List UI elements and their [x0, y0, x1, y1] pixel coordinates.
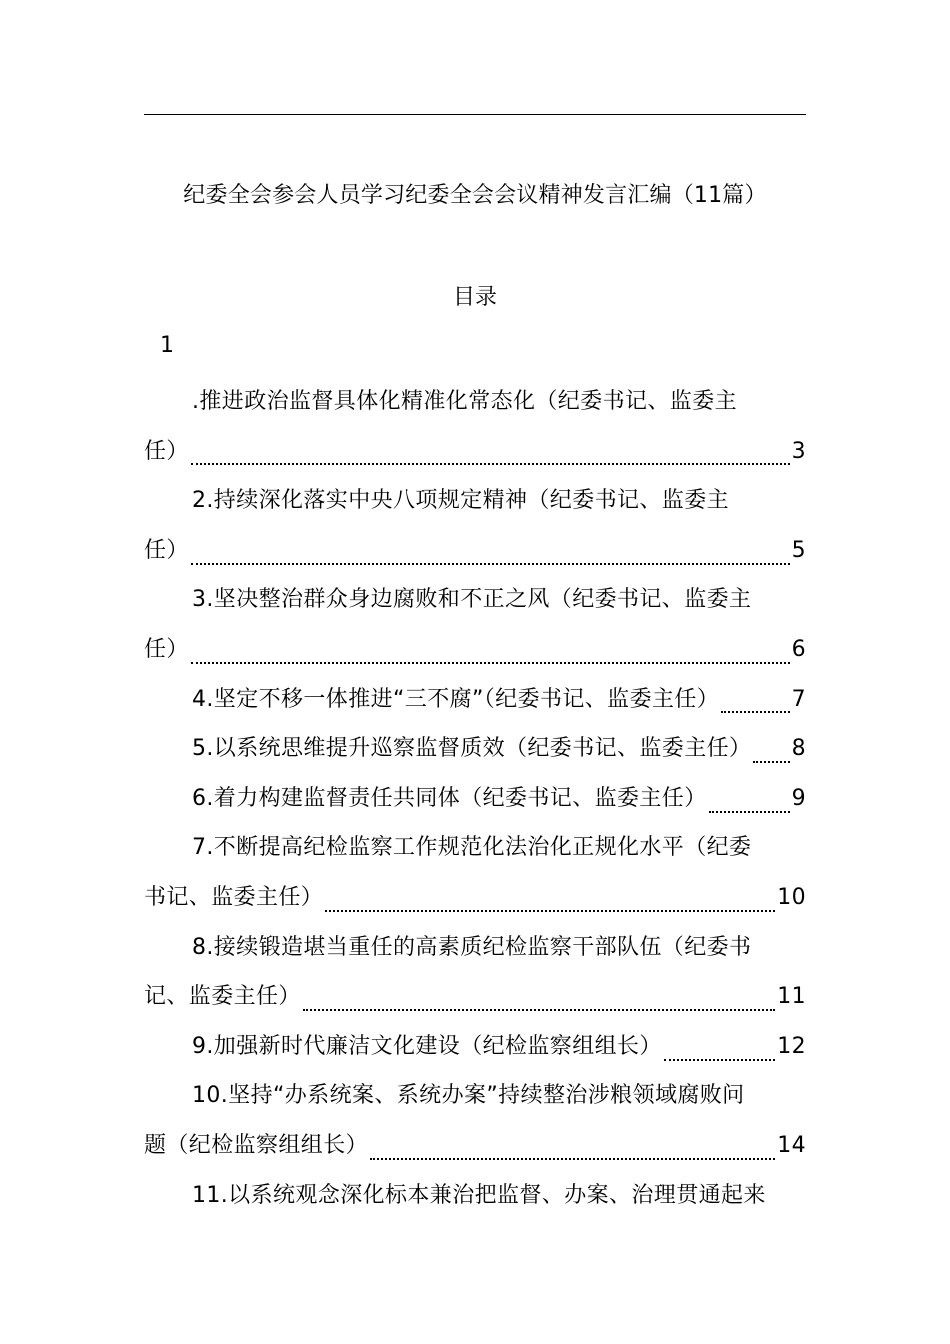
toc-entry-3-line2[interactable] [144, 625, 806, 675]
toc-entry-9-page: 12 [777, 1033, 806, 1059]
dot-leader [709, 793, 790, 813]
toc-entry-8-title: 8.接续锻造堪当重任的高素质纪检监察干部队伍（纪委书 [192, 934, 752, 960]
document-title: 纪委全会参会人员学习纪委全会会议精神发言汇编（11篇） [183, 183, 767, 208]
toc-entry-7-title: 7.不断提高纪检监察工作规范化法治化正规化水平（纪委 [192, 835, 752, 861]
toc-entry-8-line2[interactable] [144, 972, 806, 1022]
toc-entry-10-line1[interactable] [144, 1071, 806, 1121]
dot-leader [370, 1140, 775, 1160]
toc-entry-11-title: 11.以系统观念深化标本兼治把监督、办案、治理贯通起来 [192, 1182, 766, 1208]
dot-leader [191, 644, 790, 664]
toc-entry-8-line1[interactable] [144, 923, 806, 973]
toc-entry-9[interactable] [144, 1022, 806, 1072]
toc-entry-7-page: 10 [777, 884, 806, 910]
toc-entry-4[interactable] [144, 675, 806, 725]
toc-entry-1-title: .推进政治监督具体化精准化常态化（纪委书记、监委主 [192, 389, 737, 414]
toc-entry-1-title-cont: 任） [144, 438, 189, 464]
toc-entry-2-title: 2.持续深化落实中央八项规定精神（纪委书记、监委主 [192, 488, 729, 514]
toc-entry-8-page: 11 [777, 984, 806, 1010]
toc-entry-2-title-cont: 任） [144, 537, 189, 563]
toc-entry-3-title-cont: 任） [144, 636, 189, 662]
toc-entry-11-line1[interactable] [144, 1171, 806, 1221]
toc-entry-7-line2[interactable] [144, 873, 806, 923]
toc-entry-10-title: 10.坚持“办系统案、系统办案”持续整治涉粮领域腐败问 [192, 1083, 745, 1109]
toc-entry-6-title: 6.着力构建监督责任共同体（纪委书记、监委主任） [192, 785, 707, 811]
toc-entry-10-title-cont: 题（纪检监察组组长） [144, 1132, 369, 1158]
dot-leader [721, 693, 789, 713]
toc-heading: 目录 [452, 285, 497, 310]
toc-entry-3-title: 3.坚决整治群众身边腐败和不正之风（纪委书记、监委主 [192, 587, 752, 613]
dot-leader [191, 445, 790, 465]
toc-entry-5-page: 8 [791, 736, 806, 762]
toc-entry-4-title: 4.坚定不移一体推进“三不腐”（纪委书记、监委主任） [192, 686, 720, 712]
toc-entry-1-page: 3 [791, 438, 806, 464]
toc-entry-1-line1[interactable] [144, 377, 806, 427]
toc-entry-10-line2[interactable] [144, 1121, 806, 1171]
toc-entry-3-line1[interactable] [144, 575, 806, 625]
toc-entry-1-line2[interactable] [144, 427, 806, 477]
table-of-contents [144, 377, 806, 1220]
toc-entry-4-page: 7 [791, 686, 806, 712]
dot-leader [664, 1041, 775, 1061]
toc-entry-9-title: 9.加强新时代廉洁文化建设（纪检监察组组长） [192, 1033, 662, 1059]
toc-entry-2-page: 5 [791, 537, 806, 563]
dot-leader [191, 545, 790, 565]
toc-entry-7-line1[interactable] [144, 823, 806, 873]
toc-entry-6[interactable] [144, 774, 806, 824]
toc-entry-5-title: 5.以系统思维提升巡察监督质效（纪委书记、监委主任） [192, 736, 752, 762]
toc-entry-6-page: 9 [791, 785, 806, 811]
header-rule [144, 114, 806, 115]
dot-leader [303, 991, 775, 1011]
toc-entry-2-line1[interactable] [144, 476, 806, 526]
toc-entry-3-page: 6 [791, 636, 806, 662]
toc-entry-5[interactable] [144, 724, 806, 774]
dot-leader [753, 743, 789, 763]
toc-entry-10-page: 14 [777, 1132, 806, 1158]
toc-entry-8-title-cont: 记、监委主任） [144, 984, 301, 1010]
dot-leader [325, 892, 775, 912]
toc-entry-7-title-cont: 书记、监委主任） [144, 884, 324, 910]
toc-entry-2-line2[interactable] [144, 526, 806, 576]
toc-stray-number: 1 [160, 333, 174, 358]
